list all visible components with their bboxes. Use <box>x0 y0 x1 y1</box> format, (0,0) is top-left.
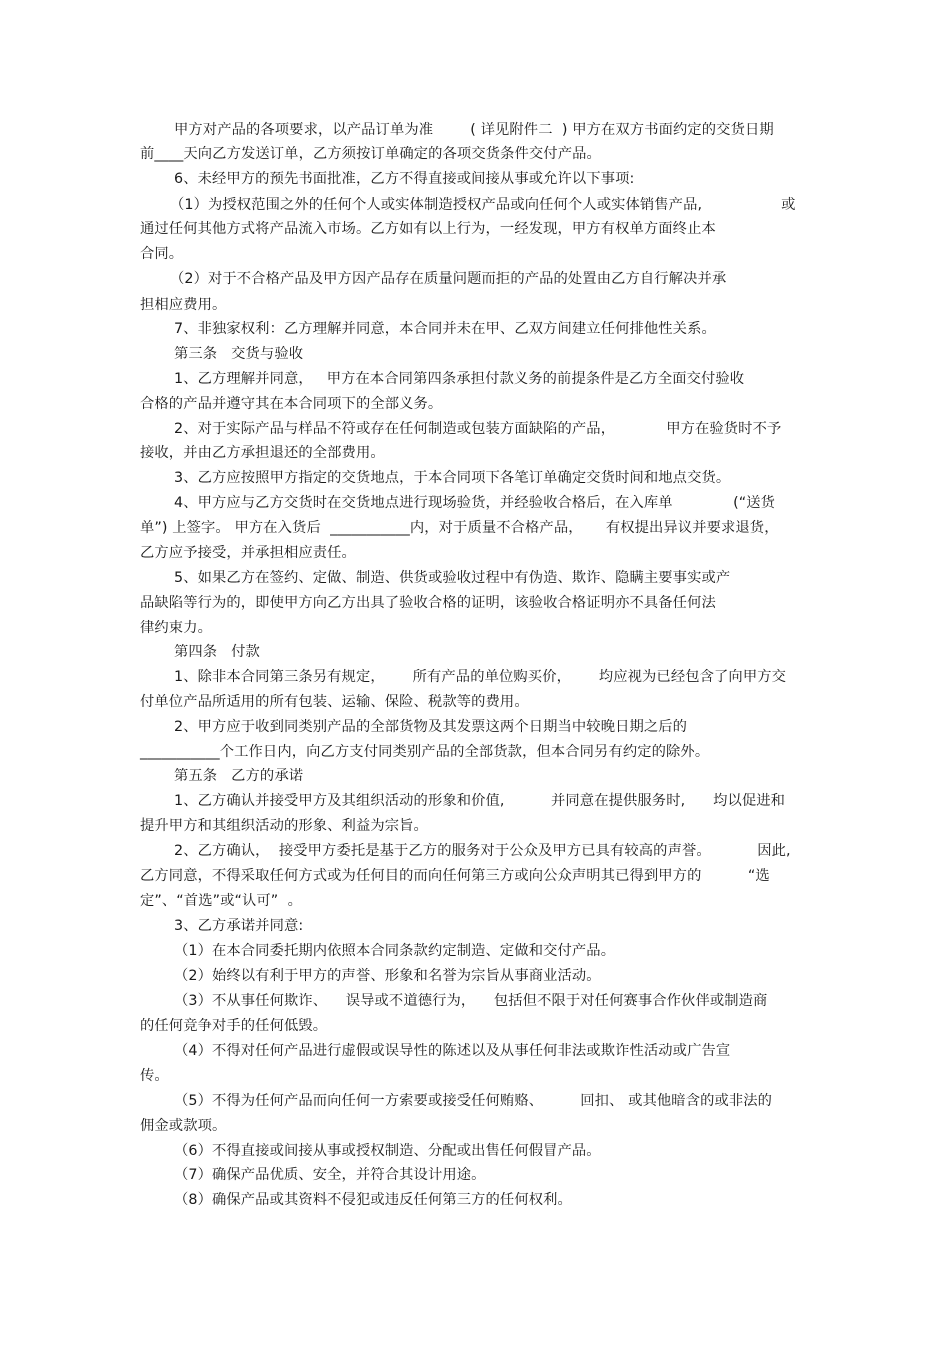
text-line: （3）不从事任何欺诈、 误导或不道德行为， 包括但不限于对任何赛事合作伙伴或制造商 <box>174 993 768 1009</box>
text-line: 1、除非本合同第三条另有规定， 所有产品的单位购买价， 均应视为已经包含了向甲方交 <box>174 669 787 685</box>
text-line: 6、未经甲方的预先书面批准，乙方不得直接或间接从事或允许以下事项: <box>174 171 635 187</box>
text-line: 1、乙方理解并同意， 甲方在本合同第四条承担付款义务的前提条件是乙方全面交付验收 <box>174 371 745 387</box>
text-line: （4）不得对任何产品进行虚假或误导性的陈述以及从事任何非法或欺诈性活动或广告宣 <box>174 1043 731 1059</box>
text-line: 3、乙方应按照甲方指定的交货地点，于本合同项下各笔订单确定交货时间和地点交货。 <box>174 470 731 486</box>
text-line: 甲方对产品的各项要求，以产品订单为准 ( 详见附件二 ) 甲方在双方书面约定的交货日期 <box>174 122 774 138</box>
text-line: 前____天向乙方发送订单，乙方须按订单确定的各项交货条件交付产品。 <box>140 146 601 162</box>
text-line: （7）确保产品优质、安全，并符合其设计用途。 <box>174 1167 486 1183</box>
text-line: 提升甲方和其组织活动的形象、利益为宗旨。 <box>140 818 428 834</box>
section-heading: 第四条 付款 <box>174 644 260 660</box>
text-line: 的任何竞争对手的任何低毁。 <box>140 1018 328 1034</box>
text-line: 通过任何其他方式将产品流入市场。乙方如有以上行为，一经发现，甲方有权单方面终止本 <box>140 221 716 237</box>
text-line: 2、甲方应于收到同类别产品的全部货物及其发票这两个日期当中较晚日期之后的 <box>174 719 688 735</box>
text-line: 单”) 上签字。 甲方在入货后 ___________内，对于质量不合格产品， 有权提出异议并要求退货， <box>140 520 779 536</box>
text-line: 合格的产品并遵守其在本合同项下的全部义务。 <box>140 396 443 412</box>
text-line: 律约束力。 <box>140 620 212 636</box>
text-line: （6）不得直接或间接从事或授权制造、分配或出售任何假冒产品。 <box>174 1143 601 1159</box>
text-line: 2、对于实际产品与样品不符或存在任何制造或包装方面缺陷的产品， 甲方在验货时不予 <box>174 421 782 437</box>
text-line: 乙方同意，不得采取任何方式或为任何目的而向任何第三方或向公众声明其已得到甲方的 “选 <box>140 868 770 884</box>
text-line: 传。 <box>140 1068 169 1084</box>
text-line: 付单位产品所适用的所有包装、运输、保险、税款等的费用。 <box>140 694 529 710</box>
text-line: 担相应费用。 <box>140 297 227 313</box>
text-line: （1）在本合同委托期内依照本合同条款约定制造、定做和交付产品。 <box>174 943 616 959</box>
text-line: （2）对于不合格产品及甲方因产品存在质量问题而拒的产品的处置由乙方自行解决并承 <box>170 271 727 287</box>
text-line: 接收，并由乙方承担退还的全部费用。 <box>140 445 385 461</box>
text-line: 5、如果乙方在签约、定做、制造、供货或验收过程中有伪造、欺诈、隐瞒主要事实或产 <box>174 570 731 586</box>
text-line: ___________个工作日内，向乙方支付同类别产品的全部货款，但本合同另有约定的除外。 <box>140 744 710 760</box>
text-line: 3、乙方承诺并同意: <box>174 918 304 934</box>
text-line: （1）为授权范围之外的任何个人或实体制造授权产品或向任何个人或实体销售产品, 或 <box>170 197 796 213</box>
text-line: 定”、“首选”或“认可” 。 <box>140 893 302 909</box>
text-line: 2、乙方确认， 接受甲方委托是基于乙方的服务对于公众及甲方已具有较高的声誉。 因此, <box>174 843 791 859</box>
text-line: 乙方应予接受，并承担相应责任。 <box>140 545 356 561</box>
section-heading: 第三条 交货与验收 <box>174 346 304 362</box>
text-line: 佣金或款项。 <box>140 1118 227 1134</box>
text-line: （8）确保产品或其资料不侵犯或违反任何第三方的任何权利。 <box>174 1192 572 1208</box>
text-line: 4、甲方应与乙方交货时在交货地点进行现场验货，并经验收合格后，在入库单 (“送货 <box>174 495 776 511</box>
text-line: 1、乙方确认并接受甲方及其组织活动的形象和价值, 并同意在提供服务时, 均以促进和 <box>174 793 786 809</box>
text-line: （5）不得为任何产品而向任何一方索要或接受任何贿赂、 回扣、 或其他暗含的或非法的 <box>174 1093 773 1109</box>
text-line: 品缺陷等行为的，即使甲方向乙方出具了验收合格的证明，该验收合格证明亦不具备任何法 <box>140 595 716 611</box>
text-line: （2）始终以有利于甲方的声誉、形象和名誉为宗旨从事商业活动。 <box>174 968 601 984</box>
text-line: 合同。 <box>140 246 184 262</box>
text-line: 7、非独家权利：乙方理解并同意，本合同并未在甲、乙双方间建立任何排他性关系。 <box>174 321 716 337</box>
section-heading: 第五条 乙方的承诺 <box>174 768 304 784</box>
